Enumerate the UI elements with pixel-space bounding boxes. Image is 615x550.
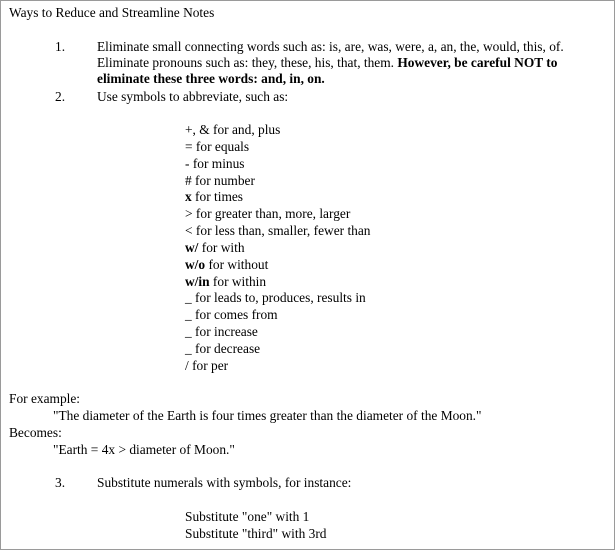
symbol-list-item bbox=[185, 240, 245, 256]
symbol-description: for within bbox=[209, 274, 267, 289]
symbol: _ bbox=[185, 290, 192, 305]
item-3-text: Substitute numerals with symbols, for instance: bbox=[97, 475, 352, 490]
symbol: w/ bbox=[185, 240, 199, 255]
item-1-line-1: Eliminate small connecting words such as: is, are, was, were, a, an, the, would, this, of. bbox=[97, 39, 564, 54]
symbol-description: for with bbox=[198, 240, 245, 255]
item-1-number: 1. bbox=[55, 39, 66, 54]
document-title: Ways to Reduce and Streamline Notes bbox=[9, 5, 215, 20]
symbol-list-item bbox=[185, 324, 258, 340]
item-1-warning-bold: However, be careful NOT to bbox=[397, 55, 558, 70]
symbol-list-item bbox=[185, 139, 249, 155]
item-1-line-3: eliminate these three words: and, in, on. bbox=[97, 71, 325, 86]
item-1-line-2-plain: Eliminate pronouns such as: they, these, his, that, them. bbox=[97, 55, 398, 70]
symbol-list-item bbox=[185, 290, 366, 306]
symbol: x bbox=[185, 189, 192, 204]
symbol: w/in bbox=[185, 274, 210, 289]
symbol: _ bbox=[185, 324, 192, 339]
substitute-example: Substitute "third" with 3rd bbox=[185, 526, 327, 541]
symbol-description: for minus bbox=[189, 156, 245, 171]
item-2-number: 2. bbox=[55, 89, 66, 104]
symbol: < bbox=[185, 223, 193, 238]
symbol: = bbox=[185, 139, 193, 154]
symbol: _ bbox=[185, 341, 192, 356]
symbol: w/o bbox=[185, 257, 206, 272]
symbol: - bbox=[185, 156, 190, 171]
symbol-description: for comes from bbox=[191, 307, 278, 322]
symbol-list-item bbox=[185, 189, 243, 205]
symbol-list-item bbox=[185, 156, 245, 172]
symbol: > bbox=[185, 206, 193, 221]
symbol-description: for increase bbox=[191, 324, 258, 339]
symbol-description: for per bbox=[188, 358, 229, 373]
symbol-list-item bbox=[185, 173, 255, 189]
symbol: # bbox=[185, 173, 192, 188]
symbol-description: for greater than, more, larger bbox=[192, 206, 351, 221]
symbol-description: for equals bbox=[192, 139, 250, 154]
example-label: For example: bbox=[9, 391, 81, 406]
symbol-description: for number bbox=[191, 173, 255, 188]
symbol-description: for decrease bbox=[191, 341, 261, 356]
symbol: / bbox=[185, 358, 189, 373]
example-sentence: "The diameter of the Earth is four times greater than the diameter of the Moon." bbox=[53, 408, 482, 423]
symbol-description: for and, plus bbox=[209, 122, 281, 137]
becomes-label: Becomes: bbox=[9, 425, 62, 440]
item-3-number: 3. bbox=[55, 475, 66, 490]
symbol-list-item bbox=[185, 274, 266, 290]
symbol-list-item bbox=[185, 341, 260, 357]
symbol-description: for without bbox=[205, 257, 269, 272]
symbol-list-item bbox=[185, 307, 278, 323]
symbol: +, & bbox=[185, 122, 210, 137]
symbol-description: for leads to, produces, results in bbox=[191, 290, 366, 305]
symbol-list-item bbox=[185, 206, 350, 222]
symbol-description: for times bbox=[191, 189, 244, 204]
item-2-text: Use symbols to abbreviate, such as: bbox=[97, 89, 289, 104]
symbol-list-item bbox=[185, 122, 280, 138]
symbol-list-item bbox=[185, 223, 371, 239]
item-1-line-2 bbox=[97, 55, 557, 71]
example-result: "Earth = 4x > diameter of Moon." bbox=[53, 442, 235, 457]
symbol-description: for less than, smaller, fewer than bbox=[192, 223, 371, 238]
symbol: _ bbox=[185, 307, 192, 322]
symbol-list-item bbox=[185, 257, 268, 273]
symbol-list-item bbox=[185, 358, 228, 374]
substitute-example: Substitute "one" with 1 bbox=[185, 509, 310, 524]
